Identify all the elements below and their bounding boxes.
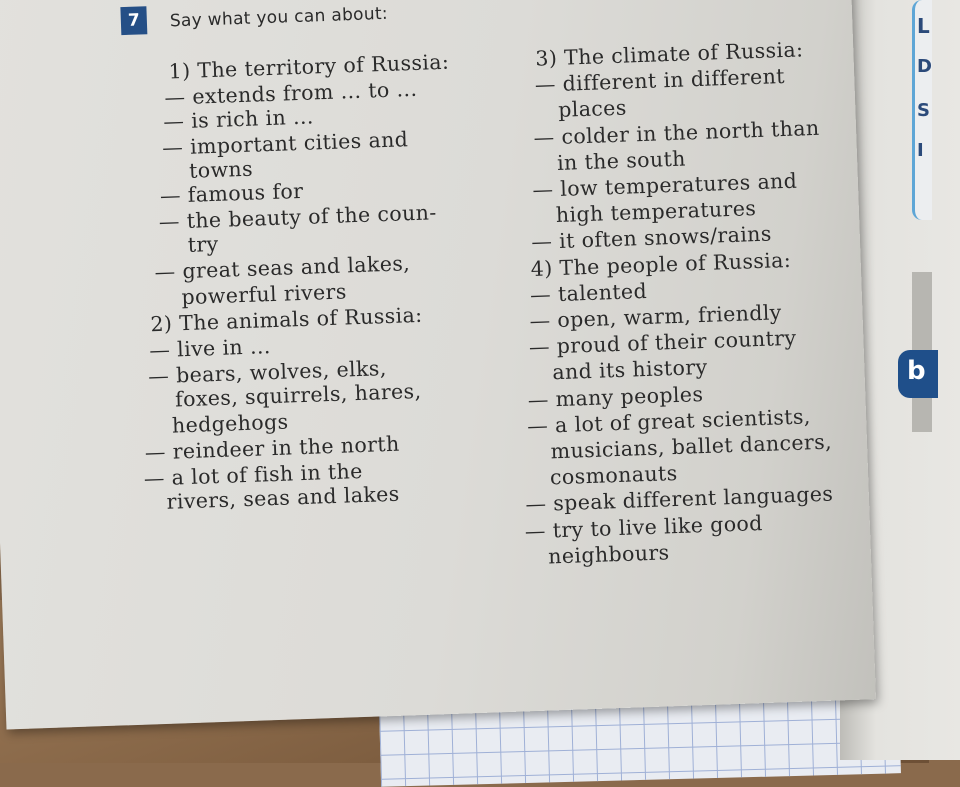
right-column-line: and its history bbox=[551, 355, 708, 385]
right-column-line: — talented bbox=[529, 278, 648, 307]
tab-letter: I bbox=[917, 140, 924, 161]
left-column-line: — famous for bbox=[159, 178, 304, 208]
exercise-number-badge: 7 bbox=[120, 6, 147, 35]
left-column-line: towns bbox=[188, 156, 254, 183]
left-column-line: — bears, wolves, elks, bbox=[147, 356, 388, 389]
left-column-line: — great seas and lakes, bbox=[154, 251, 411, 285]
right-column-line: — many peoples bbox=[527, 381, 704, 412]
right-column-line: 4) The people of Russia: bbox=[530, 247, 792, 281]
right-column-line: cosmonauts bbox=[549, 461, 678, 490]
left-column-line: — extends from ... to ... bbox=[164, 76, 418, 110]
right-column-line: in the south bbox=[556, 146, 687, 175]
tab-letter: L bbox=[917, 14, 930, 38]
right-column-line: 3) The climate of Russia: bbox=[535, 37, 804, 71]
left-column-line: — live in ... bbox=[148, 334, 272, 363]
right-column-line: places bbox=[557, 95, 628, 123]
exercise-task: Say what you can about: bbox=[169, 3, 389, 32]
side-tab-dark-letter: b bbox=[907, 356, 926, 386]
right-column-line: musicians, ballet dancers, bbox=[550, 429, 833, 464]
left-column-line: — the beauty of the coun- bbox=[158, 200, 437, 234]
left-column-line: 2) The animals of Russia: bbox=[150, 302, 423, 337]
side-tab-dark bbox=[898, 350, 938, 398]
right-column-line: — colder in the north than bbox=[533, 115, 820, 150]
left-column-line: foxes, squirrels, hares, bbox=[174, 378, 422, 412]
left-column-line: try bbox=[187, 231, 219, 257]
left-column-line: 1) The territory of Russia: bbox=[168, 49, 450, 84]
right-column-line: — different in different bbox=[534, 64, 786, 97]
left-column-line: — reindeer in the north bbox=[144, 431, 400, 465]
right-column-line: — it often snows/rains bbox=[530, 221, 773, 255]
side-tab-strip bbox=[912, 0, 932, 220]
left-column-line: — a lot of fish in the bbox=[143, 458, 364, 491]
right-column-line: — open, warm, friendly bbox=[529, 300, 783, 334]
right-column-line: — proud of their country bbox=[528, 325, 797, 360]
right-column-line: — a lot of great scientists, bbox=[526, 404, 812, 438]
left-column-line: — important cities and bbox=[161, 127, 409, 160]
left-column-line: hedgehogs bbox=[171, 409, 289, 438]
left-column-line: rivers, seas and lakes bbox=[166, 481, 401, 514]
right-column-line: neighbours bbox=[547, 540, 670, 569]
right-column-line: — try to live like good bbox=[524, 510, 764, 543]
tab-letter: D bbox=[917, 56, 932, 77]
left-column-line: powerful rivers bbox=[181, 279, 348, 310]
right-column-line: high temperatures bbox=[555, 196, 757, 228]
left-column-line: — is rich in ... bbox=[162, 104, 315, 134]
right-column-line: — speak different languages bbox=[525, 481, 834, 517]
tab-letter: S bbox=[917, 100, 930, 121]
right-column-line: — low temperatures and bbox=[532, 168, 798, 202]
